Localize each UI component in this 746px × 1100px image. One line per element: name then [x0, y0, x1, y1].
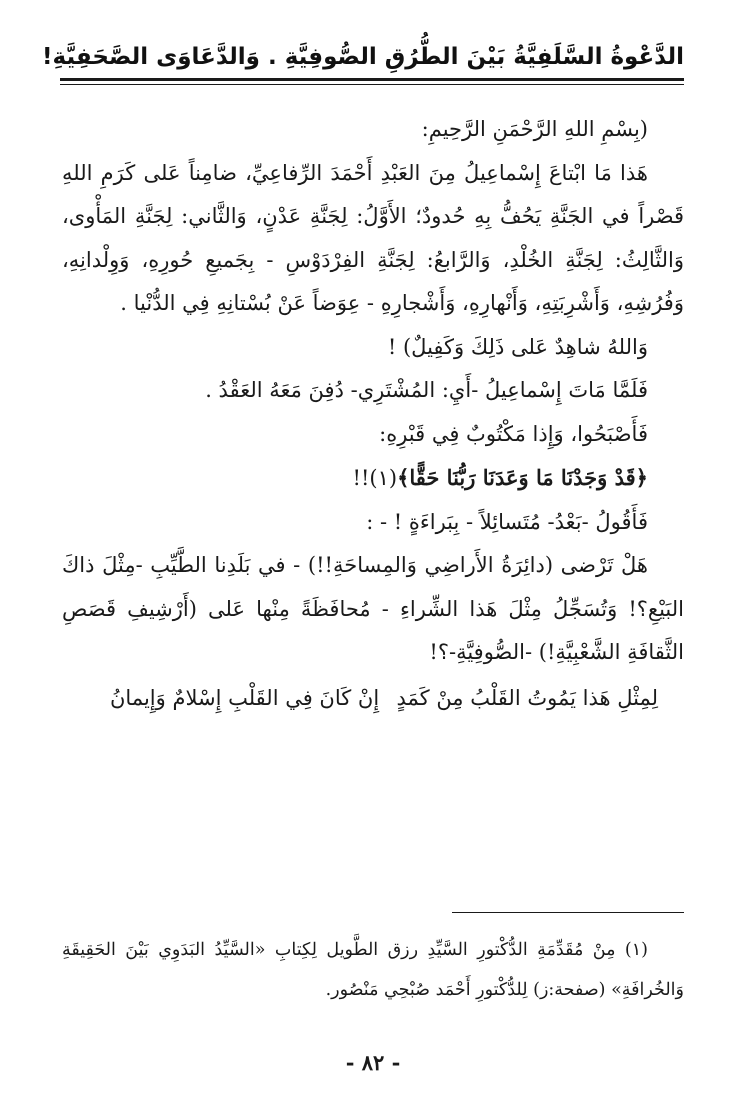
question-intro-line: فَأَقُولُ -بَعْدُ- مُتَسائِلاً - بِبَراءَةٍ ! - :	[366, 509, 648, 534]
footnote: (١) مِنْ مُقَدِّمَةِ الدُّكْتورِ السَّيِّدِ رزق الطَّويل لِكِتابِ «السَّيِّدُ البَدَوِي بَيْنَ الحَقِيقَةِ وَالخُرافَةِ» (صفحة:ز) لِلدُّكْتورِ أَحْمَد صُبْحِي مَنْصُور.	[62, 940, 684, 1000]
contract-paragraph: هَذا مَا ابْتاعَ إِسْماعِيلُ مِنَ العَبْدِ أَحْمَدَ الرِّفاعِيِّ، ضامِناً عَلى كَرَمِ اللهِ قَصْراً في الجَنَّةِ يَحُفُّ بِهِ حُدودٌ؛ الأَوَّلُ: لِجَنَّةِ عَدْنٍ، وَالثَّاني: لِجَنَّةِ المَأْوى، وَالثَّالِثُ: لِجَنَّةِ الخُلْدِ، وَالرَّابعُ: لِجَنَّةِ الفِرْدَوْسِ - بِجَميعِ حُورِهِ، وَوِلْدانِهِ، وَفُرُشِهِ، وَأَشْرِبَتِهِ، وَأَنْهارِهِ، وَأَشْجارِهِ - عِوَضاً عَنْ بُسْتانِهِ فِي الدُّنْيا .	[62, 160, 684, 315]
header-rule-thin	[60, 84, 684, 85]
question-paragraph: هَلْ تَرْضى (دائِرَةُ الأَراضِي وَالمِساحَةِ!!) - في بَلَدِنا الطَّيِّبِ -مِثْلَ ذاكَ البَيْعِ؟! وَتُسَجِّلُ مِثْلَ هَذا الشِّراءِ - مُحافَظَةً مِنْها عَلى (أَرْشِيفِ قَصَصِ الثَّقافَةِ الشَّعْبِيَّةِ!) -الصُّوفِيَّةِ-؟!	[62, 553, 684, 664]
verse-second-hemistich: إِنْ كَانَ فِي القَلْبِ إِسْلامٌ وَإِيمانُ	[110, 685, 380, 710]
running-header-title: الدَّعْوةُ السَّلَفِيَّةُ بَيْنَ الطُّرُقِ الصُّوفِيَّةِ . وَالدَّعَاوَى الصَّحَفِيَّةِ!	[42, 44, 684, 70]
quran-quote: ﴿قَدْ وَجَدْنَا مَا وَعَدَنَا رَبُّنَا حَقًّا﴾	[397, 465, 648, 490]
quran-quote-line	[62, 456, 684, 501]
grave-line: فَأَصْبَحُوا، وَإِذا مَكْتُوبٌ فِي قَبْرِهِ:	[379, 421, 648, 446]
page-body	[62, 108, 684, 720]
page-number: - ٨٢ -	[345, 1050, 401, 1075]
witness-line: وَاللهُ شاهِدٌ عَلى ذَلِكَ وَكَفِيلٌ) !	[387, 334, 648, 359]
death-line: فَلَمَّا مَاتَ إِسْماعِيلُ -أَيِ: المُشْتَرِي- دُفِنَ مَعَهُ العَقْدُ .	[205, 378, 648, 402]
poetry-verse	[62, 677, 684, 721]
verse-first-hemistich: لِمِثْلِ هَذا يَمُوتُ القَلْبُ مِنْ كَمَدٍ	[396, 685, 658, 710]
header-rule	[60, 78, 684, 81]
basmala-line: (بِسْمِ اللهِ الرَّحْمَنِ الرَّحِيمِ:	[421, 117, 648, 141]
footnote-marker: (١)!!	[352, 466, 398, 490]
footnote-separator	[452, 912, 684, 913]
